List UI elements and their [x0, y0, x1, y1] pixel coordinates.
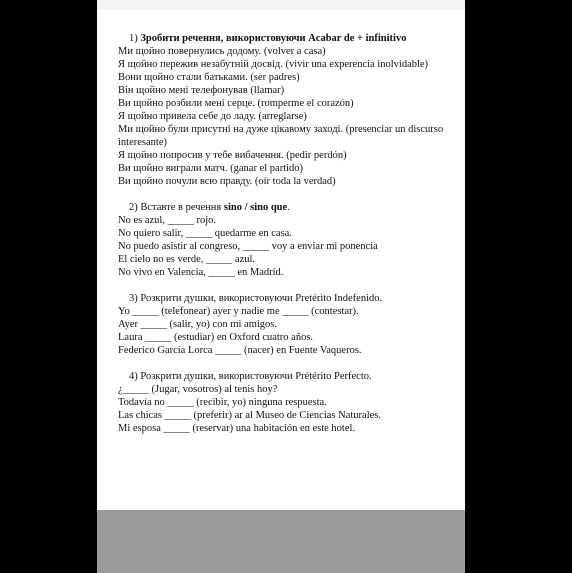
exercise-line: El cielo no es verde, _____ azul.	[118, 254, 256, 265]
exercise-line: No puedo asistir al congreso, _____ voy a enviar mi ponencia	[118, 241, 378, 252]
section-title-suffix: .	[287, 202, 290, 213]
exercise-line: Las chicas _____ (preferir) ar al Museo de Ciencias Naturales.	[118, 410, 381, 421]
exercise-line: No quiero salir, _____ quedarme en casa.	[118, 228, 292, 239]
section-number: 3)	[129, 293, 138, 304]
section-1-heading	[129, 32, 448, 45]
section-title-prefix: Вставте в речення	[140, 202, 224, 213]
section-title-bold: sino / sino que	[223, 202, 288, 213]
section-3-heading	[129, 292, 448, 305]
exercise-line: ¿_____ (Jugar, vosotros) al tenis hoy?	[118, 384, 278, 395]
exercise-line: Він щойно мені телефонував (llamar)	[118, 85, 285, 96]
page-bottom-band	[97, 510, 465, 573]
exercise-line: Ви щойно почули всю правду. (oír toda la verdad)	[118, 176, 336, 187]
exercise-line: Laura _____ (estudiar) en Oxford cuatro años.	[118, 332, 314, 343]
section-4-heading	[129, 370, 448, 383]
section-number: 2)	[129, 202, 138, 213]
section-2-heading	[129, 201, 448, 214]
section-title: Розкрити душки, використовуючи Pretérito Indefenido.	[140, 293, 383, 304]
page-top-edge	[97, 0, 465, 10]
section-gap	[118, 357, 448, 370]
exercise-line: Я щойно попросив у тебе вибачення. (pedir perdón)	[118, 150, 347, 161]
exercise-line: Вони щойно стали батьками. (ser padres)	[118, 72, 300, 83]
exercise-line: Todavía no _____ (recibir, yo) ninguna respuesta.	[118, 397, 327, 408]
section-number: 1)	[129, 33, 138, 44]
exercise-line: No vivo en Valencia, _____ en Madrid.	[118, 267, 284, 278]
section-gap	[118, 279, 448, 292]
exercise-line: Я щойно пережив незабутній досвід. (vivir una experencia inolvidable)	[118, 59, 429, 70]
exercise-line: Ви щойно виграли матч. (ganar el partido)	[118, 163, 304, 174]
worksheet-content	[118, 32, 448, 435]
section-gap	[118, 188, 448, 201]
section-title: Розкрити душки, використовуючи Prétérito Perfecto.	[140, 371, 372, 382]
section-title: Зробити речення, використовуючи Acabar de + infinitivo	[140, 33, 407, 44]
exercise-line: Ми щойно були присутні на дуже цікавому заході. (presenciar un discurso interesante)	[118, 124, 444, 148]
exercise-line: Yo _____ (telefonear) ayer y nadie me _____ (contestar).	[118, 306, 359, 317]
exercise-line: Ayer _____ (salir, yo) con mi amigos.	[118, 319, 278, 330]
document-page	[97, 0, 465, 510]
exercise-line: No es azul, _____ rojo.	[118, 215, 216, 226]
exercise-line: Я щойно привела себе до ладу. (arreglarse)	[118, 111, 307, 122]
exercise-line: Federico García Lorca _____ (nacer) en Fuente Vaqueros.	[118, 345, 362, 356]
exercise-line: Mi esposa _____ (reservar) una habitación en este hotel.	[118, 423, 356, 434]
section-number: 4)	[129, 371, 138, 382]
exercise-line: Ми щойно повернулись додому. (volver a casa)	[118, 46, 326, 57]
exercise-line: Ви щойно розбили мені серце. (romperme el corazón)	[118, 98, 354, 109]
